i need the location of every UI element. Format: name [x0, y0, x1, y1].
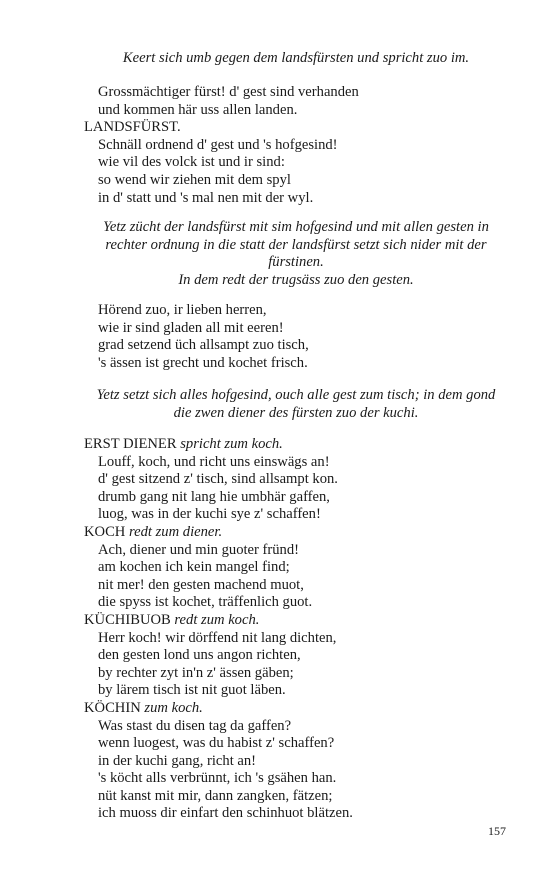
- speaker-line: [84, 436, 514, 454]
- verse-line: Herr koch! wir dörffend nit lang dichten,: [98, 629, 337, 646]
- stage-direction-1: [86, 50, 506, 68]
- speaker-name: KÜCHIBUOB: [84, 611, 171, 628]
- verse-line: wenn luogest, was du habist z' schaffen?: [98, 735, 335, 752]
- speaker-name: LANDSFÜRST.: [84, 119, 181, 136]
- verse-line: drumb gang nit lang hie umbhär gaffen,: [98, 488, 330, 505]
- speaker-direction: zum koch.: [144, 699, 203, 716]
- verse-line: d' gest sitzend z' tisch, sind allsampt kon.: [98, 471, 338, 488]
- verse-line: Hörend zuo, ir lieben herren,: [98, 302, 267, 318]
- verse-block-3: [84, 436, 514, 823]
- stage-line: die zwen diener des fürsten zuo der kuchi.: [173, 404, 419, 421]
- verse-line: in d' statt und 's mal nen mit der wyl.: [98, 189, 314, 206]
- verse-line: nit mer! den gesten machend muot,: [98, 576, 304, 593]
- speaker-name: ERST DIENER: [84, 436, 177, 452]
- speaker-direction: spricht zum koch.: [180, 436, 283, 452]
- verse-line: luog, was in der kuchi sye z' schaffen!: [98, 506, 321, 523]
- stage-line: Keert sich umb gegen dem landsfürsten und spricht zuo im.: [122, 50, 470, 66]
- verse-line: Grossmächtiger fürst! d' gest sind verhanden: [98, 84, 359, 100]
- verse-line: 's köcht alls verbrünnt, ich 's gsähen han.: [98, 770, 337, 787]
- verse-line: Was stast du disen tag da gaffen?: [98, 717, 292, 734]
- verse-block-2: [84, 302, 514, 372]
- verse-line: und kommen här uss allen landen.: [98, 101, 298, 118]
- verse-line: by rechter zyt in'n z' ässen gäben;: [98, 664, 294, 681]
- verse-line: am kochen ich kein mangel find;: [98, 559, 290, 576]
- stage-direction-2: [86, 219, 506, 289]
- speaker-direction: redt zum koch.: [174, 611, 260, 628]
- stage-line: In dem redt der trugsäss zuo den gesten.: [178, 271, 414, 288]
- verse-line: wie ir sind gladen all mit eeren!: [98, 319, 284, 336]
- verse-line: Ach, diener und min guoter fründ!: [98, 541, 300, 558]
- speaker-direction: redt zum diener.: [129, 523, 223, 540]
- verse-line: die spyss ist kochet, träffenlich guot.: [98, 594, 313, 611]
- stage-line: rechter ordnung in die statt der landsfürst setzt sich nider mit der: [105, 236, 487, 253]
- speaker-line: [84, 524, 514, 542]
- verse-block-1: [84, 84, 514, 207]
- verse-line: 's ässen ist grecht und kochet frisch.: [98, 354, 308, 371]
- verse-line: Louff, koch, und richt uns einswägs an!: [98, 453, 330, 470]
- verse-line: so wend wir ziehen mit dem spyl: [98, 171, 291, 188]
- stage-line: Yetz setzt sich alles hofgesind, ouch alle gest zum tisch; in dem gond: [96, 387, 496, 403]
- verse-line: wie vil des volck ist und ir sind:: [98, 154, 285, 171]
- page-number: 157: [488, 824, 506, 838]
- stage-direction-3: [86, 387, 506, 422]
- speaker-line: [84, 612, 514, 630]
- verse-line: ich muoss dir einfart den schinhuot blätzen.: [98, 805, 353, 822]
- speaker-name: KOCH: [84, 523, 126, 540]
- stage-line: fürstinen.: [268, 254, 324, 271]
- verse-line: by lärem tisch ist nit guot läben.: [98, 682, 286, 699]
- verse-line: in der kuchi gang, richt an!: [98, 752, 257, 769]
- speaker-line: [84, 700, 514, 718]
- verse-line: grad setzend üch allsampt zuo tisch,: [98, 337, 309, 354]
- verse-line: nüt kanst mit mir, dann zangken, fätzen;: [98, 787, 333, 804]
- stage-line: Yetz zücht der landsfürst mit sim hofgesind und mit allen gesten in: [103, 219, 489, 235]
- speaker-name: KÖCHIN: [84, 699, 141, 716]
- verse-line: den gesten lond uns angon richten,: [98, 647, 301, 664]
- verse-line: Schnäll ordnend d' gest und 's hofgesind!: [98, 136, 338, 153]
